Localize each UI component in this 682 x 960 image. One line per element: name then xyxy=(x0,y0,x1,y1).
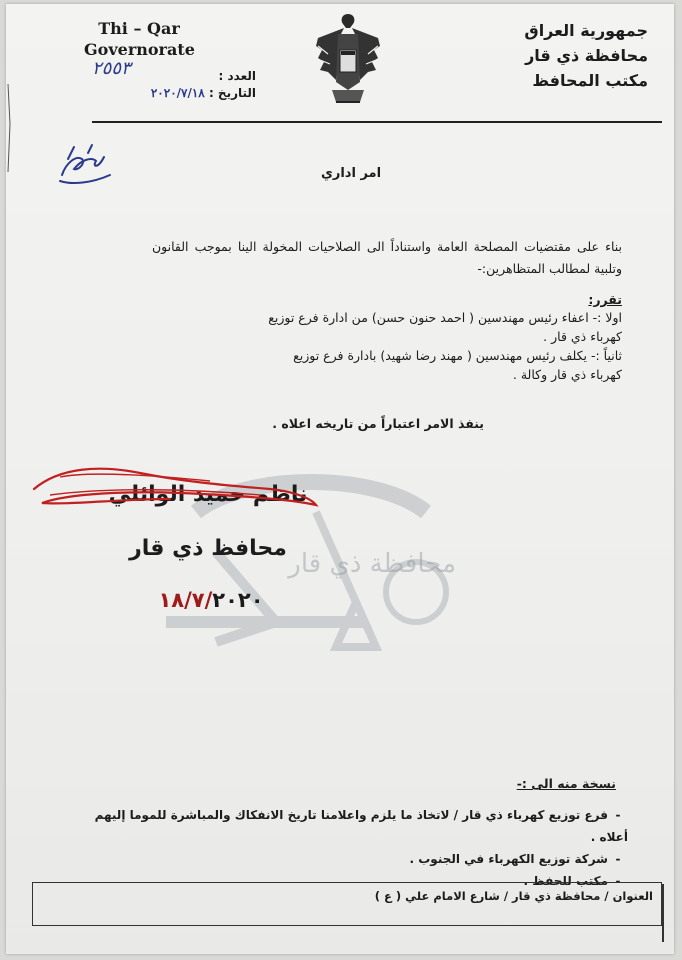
list-item xyxy=(68,804,628,848)
page-edge-marks xyxy=(6,84,16,174)
english-header-line2: Governorate xyxy=(84,40,195,59)
signature-date xyxy=(126,588,296,612)
copies-list xyxy=(68,804,628,892)
ref-date-value: ٢٠٢٠/٧/١٨ xyxy=(150,86,205,100)
signatory-title: محافظ ذي قار xyxy=(129,536,287,561)
arabic-header xyxy=(498,18,648,93)
ref-number-label: العدد : xyxy=(218,69,256,83)
effective-date-clause: ينفذ الامر اعتباراً من تاريخه اعلاه . xyxy=(272,416,484,431)
handwritten-signature xyxy=(30,459,320,529)
copy-item-2: شركة توزيع الكهرباء في الجنوب . xyxy=(409,852,608,866)
ref-date-row xyxy=(96,85,256,102)
arabic-header-line3: مكتب المحافظ xyxy=(532,71,648,90)
decided-label: تقرر: xyxy=(588,292,622,307)
footer-side-rule xyxy=(662,884,664,942)
preamble-paragraph: بناء على مقتضيات المصلحة العامة واستناداً الى الصلاحيات المخولة الينا بموجب القانون وتلبية لمطالب المتظاهرين:- xyxy=(152,239,622,276)
item2-line1: ثانياً :- يكلف رئيس مهندسين ( مهند رضا شهيد) بادارة فرع توزيع xyxy=(293,348,622,363)
footer-address: العنوان / محافظة ذي قار / شارع الامام علي ( ع ) xyxy=(374,889,653,903)
signature-date-year: ٢٠٢٠ xyxy=(212,588,264,612)
signatory-name: ناظم حميد الوائلي xyxy=(108,482,308,507)
handwritten-ref-number: ٢٥٥٣ xyxy=(92,58,131,79)
arabic-header-line1: جمهورية العراق xyxy=(524,21,648,40)
decision-items xyxy=(122,308,622,384)
iraq-eagle-emblem xyxy=(310,10,386,110)
ref-block xyxy=(96,68,256,102)
stamp-text: محافظة ذي قار xyxy=(288,549,456,579)
copy-item-3: مكتب للحفظ . xyxy=(523,874,608,888)
ref-date-label: التاريخ : xyxy=(208,86,256,100)
document-title: امر اداري xyxy=(320,166,382,181)
english-header-line1: Thi – Qar xyxy=(98,19,180,38)
margin-handwritten-note xyxy=(52,139,116,189)
item2-line2: كهرباء ذي قار وكالة . xyxy=(512,367,622,382)
item1-line2: كهرباء ذي قار . xyxy=(543,329,622,344)
copies-label: نسخة منه الى :- xyxy=(516,776,616,791)
list-bullet: - xyxy=(615,852,621,866)
signature-date-handwritten: ١٨/٧/ xyxy=(158,588,213,612)
copy-item-1: فرع توزيع كهرباء ذي قار / لاتخاذ ما يلزم واعلامنا تاريخ الانفكاك والمباشرة للموما إليهم أعلاه . xyxy=(94,808,628,844)
list-bullet: - xyxy=(615,874,621,888)
item1-line1: اولا :- اعفاء رئيس مهندسين ( احمد حنون حسن) من ادارة فرع توزيع xyxy=(268,310,622,325)
list-bullet: - xyxy=(615,808,621,822)
english-header xyxy=(84,18,194,60)
header-divider xyxy=(92,121,662,123)
footer-address-box xyxy=(32,882,662,926)
document-page xyxy=(6,4,674,954)
arabic-header-line2: محافظة ذي قار xyxy=(525,46,648,65)
list-item xyxy=(68,848,628,870)
